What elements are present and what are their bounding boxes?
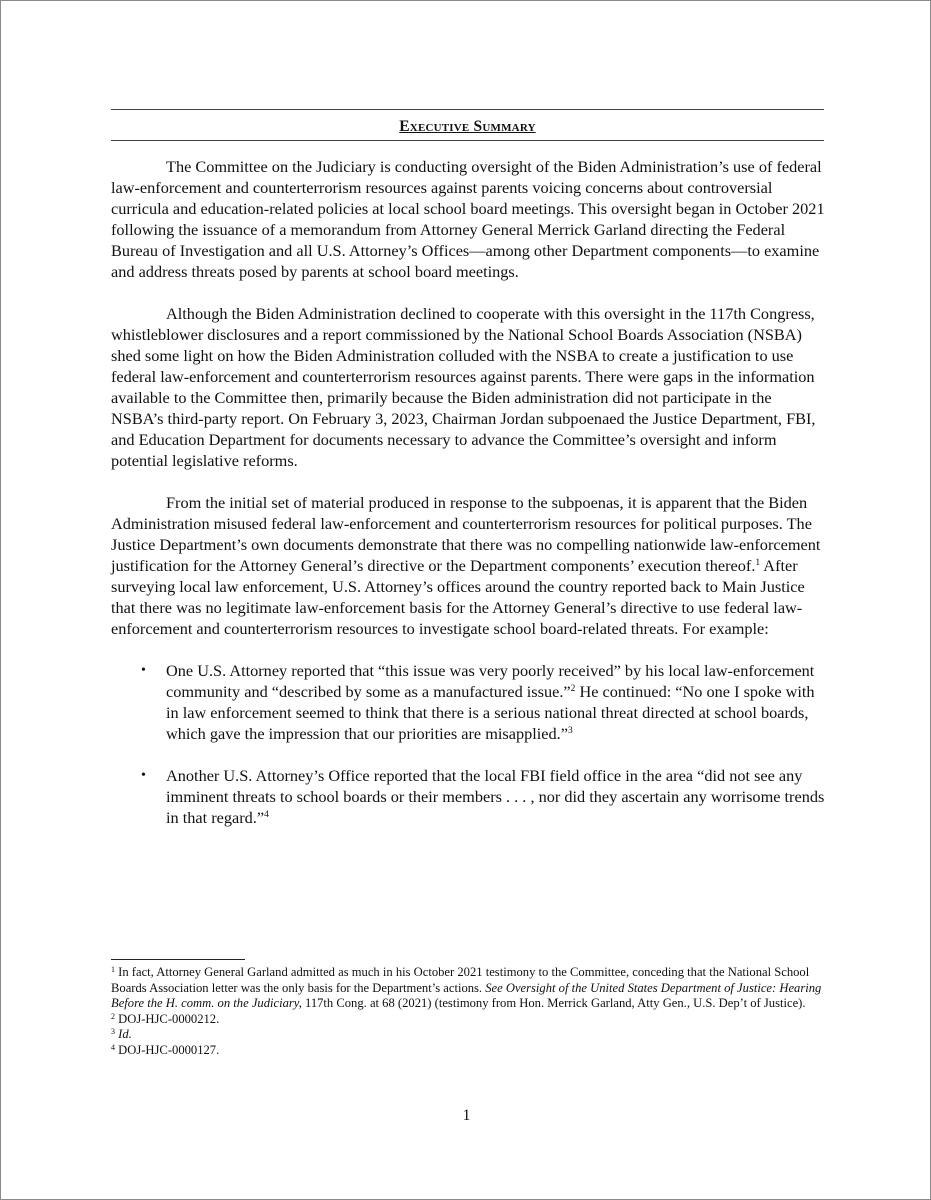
bullet-item-1: [111, 660, 827, 744]
section-heading: Executive Summary: [399, 118, 536, 135]
footnote-ref-3[interactable]: 3: [567, 726, 573, 736]
footnote-3: [111, 1027, 827, 1043]
footnote-2-text: DOJ-HJC-0000212.: [115, 1011, 220, 1026]
paragraph-2: Although the Biden Administration declined to cooperate with this oversight in the 117th Congress, whistleblower disclosures and a report commissioned by the National School Boards Association (NSBA) shed some light on how the Biden Administration colluded with the NSBA to create a justification to use federal law-enforcement and counterterrorism resources against parents. There were gaps in the information available to the Committee then, primarily because the Biden administration did not participate in the NSBA’s third-party report. On February 3, 2023, Chairman Jordan subpoenaed the Justice Department, FBI, and Education Department for documents necessary to advance the Committee’s oversight and inform potential legislative reforms.: [111, 304, 816, 470]
body-text: [111, 156, 827, 849]
footnote-3-text: Id.: [118, 1027, 132, 1041]
footnote-1-number: 1: [111, 965, 115, 974]
footnote-4-text: DOJ-HJC-0000127.: [115, 1042, 220, 1057]
paragraph-3-part-2: After surveying local law enforcement, U.S. Attorney’s offices around the country reported back to Main Justice that there was no legitimate law-enforcement basis for the Attorney General’s directive to use federal law-enforcement and counterterrorism resources to investigate school board-related threats. For example:: [111, 556, 805, 638]
bullet-item-2: [111, 765, 827, 828]
paragraph-3: [111, 492, 827, 639]
footnote-1: [111, 965, 827, 1012]
footnotes: [111, 965, 827, 1058]
footnote-4-number: 4: [111, 1042, 115, 1052]
bullet-list: [111, 660, 827, 828]
bullet-1-part-2: He continued: “No one I spoke with in law enforcement seemed to think that there is a serious national threat directed at school boards, which gave the impression that our priorities are misapplied.”: [166, 682, 815, 743]
bullet-icon: •: [141, 663, 146, 678]
footnote-1-text-b: 117th Cong. at 68 (2021) (testimony from Hon. Merrick Garland, Atty Gen., U.S. Dep’t of Justice).: [301, 996, 806, 1010]
page-number: 1: [462, 1107, 471, 1124]
paragraph-1: The Committee on the Judiciary is conducting oversight of the Biden Administration’s use of federal law-enforcement and counterterrorism resources against parents voicing concerns about controversial curricula and education-related policies at local school board meetings. This oversight began in October 2021 following the issuance of a memorandum from Attorney General Merrick Garland directing the Federal Bureau of Investigation and all U.S. Attorney’s Offices—among other Department components—to examine and address threats posed by parents at school board meetings.: [111, 157, 825, 281]
footnote-separator: [111, 959, 245, 960]
footnote-1-citation: See Oversight of the United States Department of Justice: Hearing Before the H. comm. on the Judiciary,: [111, 980, 822, 1010]
heading-rule: [111, 140, 824, 141]
section-heading-block: [111, 109, 824, 141]
footnote-2: [111, 1012, 827, 1028]
bullet-1-part-1: One U.S. Attorney reported that “this issue was very poorly received” by his local law-enforcement community and “described by some as a manufactured issue.”: [166, 661, 815, 701]
footnote-4: [111, 1043, 827, 1059]
footnote-ref-1[interactable]: 1: [755, 558, 761, 568]
bullet-icon: •: [141, 768, 146, 783]
footnote-1-text-a: In fact, Attorney General Garland admitted as much in his October 2021 testimony to the Committee, conceding that the National School Boards Association letter was the only basis for the Department’s actions.: [111, 965, 810, 995]
footnote-ref-4[interactable]: 4: [264, 810, 269, 820]
footnote-3-number: 3: [111, 1027, 115, 1036]
footnote-ref-2[interactable]: 2: [570, 684, 576, 694]
paragraph-3-part-1: From the initial set of material produced in response to the subpoenas, it is apparent that the Biden Administration misused federal law-enforcement and counterterrorism resources for political purposes. The Justice Department’s own documents demonstrate that there was no compelling nationwide law-enforcement justification for the Attorney General’s directive or the Department components’ execution thereof.: [111, 493, 821, 575]
footnote-2-number: 2: [111, 1011, 115, 1021]
bullet-2-part-1: Another U.S. Attorney’s Office reported that the local FBI field office in the area “did not see any imminent threats to school boards or their members . . . , nor did they ascertain any worrisome trends in that regard.”: [166, 766, 825, 827]
